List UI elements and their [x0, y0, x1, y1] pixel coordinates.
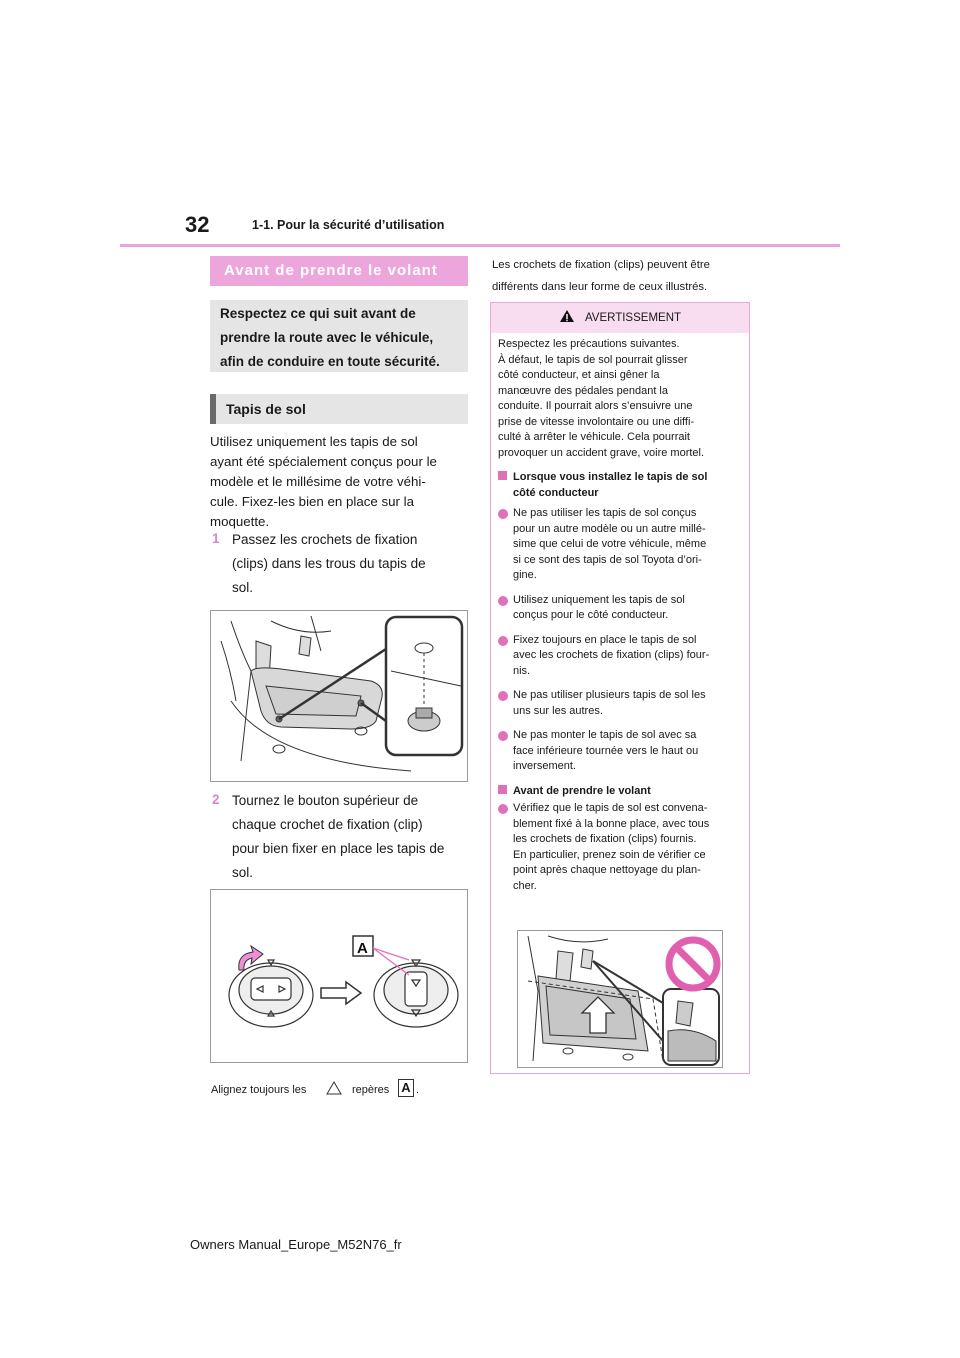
bullet-item — [498, 801, 744, 894]
warning-triangle-icon — [559, 309, 575, 323]
step-line: Tournez le bouton supérieur de — [232, 793, 419, 808]
intro-line: prendre la route avec le véhicule, — [220, 330, 434, 345]
bullet-line: conçus pour le côté conducteur. — [513, 609, 669, 621]
triangle-mark-icon — [326, 1081, 342, 1095]
circle-bullet-icon — [498, 804, 508, 814]
header-rule — [120, 244, 840, 247]
section-title-line: Avant de prendre le volant — [513, 784, 651, 797]
step-line: sol. — [232, 580, 254, 595]
bullet-line: En particulier, prenez soin de vérifier ce — [513, 848, 706, 861]
caption-before: Alignez toujours les — [211, 1084, 307, 1096]
caption-after: . — [416, 1084, 420, 1096]
body-paragraph — [210, 432, 468, 532]
para-line: modèle et le millésime de votre véhi- — [210, 474, 426, 489]
bullet-line: Ne pas utiliser plusieurs tapis de sol les — [513, 689, 706, 701]
caption-label-a: A — [398, 1079, 414, 1097]
bullet-line: les crochets de fixation (clips) fournis. — [513, 833, 697, 845]
square-bullet-icon — [498, 471, 507, 480]
warning-line: manœuvre des pédales pendant la — [498, 384, 668, 397]
step-line: pour bien fixer en place les tapis de — [232, 841, 445, 856]
bullet-line: Ne pas utiliser les tapis de sol conçus — [513, 507, 697, 519]
warning-line: prise de vitesse involontaire ou une diffi- — [498, 415, 695, 428]
mat-slip-illustration — [518, 931, 722, 1067]
warning-line: côté conducteur, et ainsi gêner la — [498, 369, 660, 381]
figure-knob-rotation — [210, 889, 468, 1063]
bullet-item — [498, 593, 744, 624]
bullet-line: uns sur les autres. — [513, 704, 603, 717]
bullet-line: cher. — [513, 879, 537, 892]
intro-line: afin de conduire en toute sécurité. — [220, 354, 440, 369]
square-bullet-icon — [498, 785, 507, 794]
bullet-line: Fixez toujours en place le tapis de sol — [513, 633, 697, 646]
para-line: cule. Fixez-les bien en place sur la — [210, 494, 414, 509]
knob-illustration — [211, 890, 467, 1062]
step-line: sol. — [232, 865, 254, 880]
warning-intro — [498, 337, 744, 894]
step-2-number: 2 — [212, 792, 220, 807]
circle-bullet-icon — [498, 691, 508, 701]
circle-bullet-icon — [498, 596, 508, 606]
para-line: Utilisez uniquement les tapis de sol — [210, 434, 418, 449]
intro-line: Respectez ce qui suit avant de — [220, 306, 416, 321]
bullet-line: face inférieure tournée vers le haut ou — [513, 744, 699, 757]
floor-mat-illustration — [211, 611, 467, 781]
caption-middle: repères — [352, 1084, 390, 1096]
step-1-number: 1 — [212, 531, 220, 546]
figure-clip-installation — [210, 610, 468, 782]
section-title: 1-1. Pour la sécurité d’utilisation — [252, 218, 445, 232]
bullet-line: gine. — [513, 569, 537, 581]
step-line: Passez les crochets de fixation — [232, 532, 418, 547]
step-1-text — [232, 528, 468, 600]
figure-mat-slip-warning — [517, 930, 723, 1068]
bullet-item — [498, 688, 744, 719]
bullet-line: point après chaque nettoyage du plan- — [513, 864, 701, 876]
intro-box — [210, 300, 468, 372]
tapis-heading: Tapis de sol — [210, 394, 468, 424]
bullet-line: Ne pas monter le tapis de sol avec sa — [513, 729, 697, 741]
banner-avant-volant: Avant de prendre le volant — [210, 256, 468, 286]
bullet-line: avec les crochets de fixation (clips) four- — [513, 649, 710, 661]
circle-bullet-icon — [498, 731, 508, 741]
footer-manual-id: Owners Manual_Europe_M52N76_fr — [190, 1237, 402, 1252]
bullet-line: inversement. — [513, 760, 576, 772]
warning-line: Respectez les précautions suivantes. — [498, 338, 680, 350]
step-line: chaque crochet de fixation (clip) — [232, 817, 423, 832]
section-driver-side — [498, 470, 744, 501]
note-line: Les crochets de fixation (clips) peuvent être — [492, 259, 710, 271]
warning-header — [491, 303, 749, 333]
bullet-line: Vérifiez que le tapis de sol est convena- — [513, 802, 708, 814]
circle-bullet-icon — [498, 509, 508, 519]
section-title-line: Lorsque vous installez le tapis de sol — [513, 471, 708, 483]
bullet-line: blement fixé à la bonne place, avec tous — [513, 817, 710, 830]
bullet-line: sime que celui de votre véhicule, même — [513, 538, 707, 550]
bullet-line: Utilisez uniquement les tapis de sol — [513, 593, 685, 606]
label-a: A — [357, 940, 368, 957]
para-line: ayant été spécialement conçus pour le — [210, 454, 437, 469]
note-line: différents dans leur forme de ceux illustrés. — [492, 281, 708, 293]
step-line: (clips) dans les trous du tapis de — [232, 556, 426, 571]
warning-line: culté à arrêter le véhicule. Cela pourrait — [498, 431, 690, 443]
bullet-item — [498, 728, 744, 775]
section-title-line: côté conducteur — [513, 486, 599, 499]
para-line: moquette. — [210, 514, 270, 529]
section-avant-volant — [498, 784, 744, 800]
bullet-item — [498, 506, 744, 584]
bullet-item — [498, 633, 744, 680]
page-number: 32 — [185, 212, 210, 237]
circle-bullet-icon — [498, 636, 508, 646]
bullet-line: si ce sont des tapis de sol Toyota d’ori- — [513, 553, 702, 566]
warning-title: AVERTISSEMENT — [584, 312, 682, 324]
clip-shape-note — [492, 254, 752, 298]
bullet-line: pour un autre modèle ou un autre millé- — [513, 522, 706, 535]
warning-line: conduite. Il pourrait alors s’ensuivre une — [498, 400, 693, 412]
warning-line: À défaut, le tapis de sol pourrait glisser — [498, 353, 688, 366]
warning-line: provoquer un accident grave, voire mortel. — [498, 446, 705, 459]
bullet-line: nis. — [513, 664, 531, 677]
step-2-text — [232, 789, 468, 885]
